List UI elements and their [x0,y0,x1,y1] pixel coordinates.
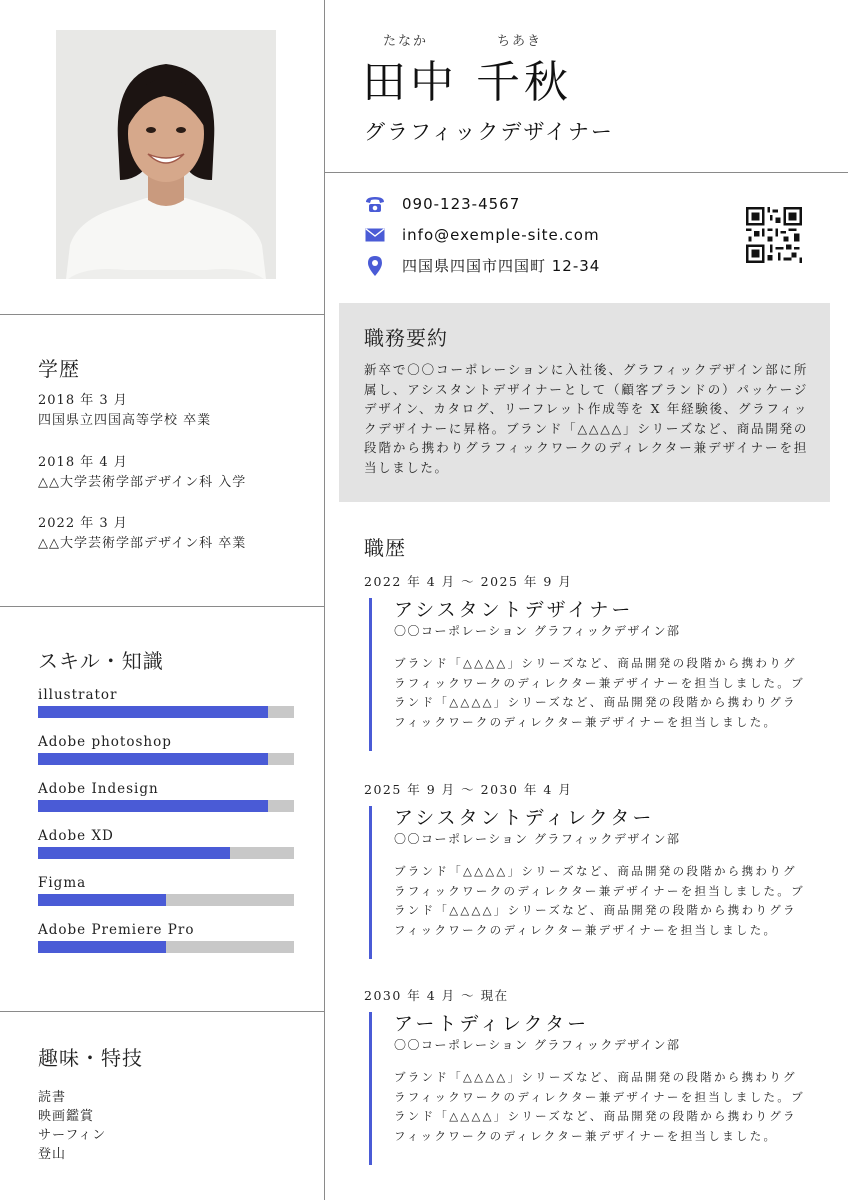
skills-title: スキル・知識 [38,649,164,673]
section-divider [0,606,324,607]
column-divider [324,0,325,1200]
section-divider [0,314,324,315]
section-divider [0,1011,324,1012]
education-date: 2022 年 3 月 [38,516,128,531]
summary-title: 職務要約 [364,326,448,350]
skill-name: Adobe XD [38,828,114,844]
job-entry-title: アシスタントディレクター [394,807,655,829]
education-item [38,391,211,431]
education-date: 2018 年 3 月 [38,393,128,408]
skill-name: Adobe photoshop [38,734,172,750]
mail-icon [364,225,386,245]
education-item [38,514,246,554]
education-text: 四国県立四国高等学校 卒業 [38,413,212,428]
phone-icon [364,194,386,214]
skill-item [38,921,294,953]
skill-item [38,686,294,718]
contact-email [364,225,600,245]
hobby-item: 登山 [38,1147,67,1162]
hobby-item: 映画鑑賞 [38,1109,95,1124]
skill-bar [38,800,294,812]
education-text: △△大学芸術学部デザイン科 入学 [38,475,247,490]
job-period: 2022 年 4 月 ～ 2025 年 9 月 [364,574,573,589]
qr-code-icon [746,207,802,263]
skill-bar [38,894,294,906]
job-entry-description: ブランド「△△△△」シリーズなど、商品開発の段階から携わりグラフィックワークのディレクター兼デザイナーを担当しました。ブランド「△△△△」シリーズなど、商品開発の段階から携わりグラフィックワークのディレクター兼デザイナーを担当しました。 [394,1070,805,1143]
hobby-item: サーフィン [38,1128,107,1143]
skill-bar-fill [38,894,166,906]
job-entry-company: 〇〇コーポレーション グラフィックデザイン部 [394,832,681,846]
skill-bar-fill [38,941,166,953]
skill-name: Adobe Indesign [38,781,159,797]
contact-address [364,255,600,276]
job-entry-description: ブランド「△△△△」シリーズなど、商品開発の段階から携わりグラフィックワークのディレクター兼デザイナーを担当しました。ブランド「△△△△」シリーズなど、商品開発の段階から携わりグラフィックワークのディレクター兼デザイナーを担当しました。 [394,864,805,937]
skill-item [38,874,294,906]
skill-bar-fill [38,706,268,718]
skill-bar [38,753,294,765]
job-period: 2030 年 4 月 ～ 現在 [364,988,509,1003]
job-entry [369,1012,809,1165]
name-ruby-given: ちあき [497,34,543,49]
job-entry [369,598,809,751]
contact-phone [364,194,520,214]
address-text: 四国県四国市四国町 12-34 [402,257,601,275]
hobby-list [38,1088,106,1164]
skill-name: Adobe Premiere Pro [38,922,195,938]
skill-item [38,780,294,812]
skill-bar-fill [38,753,268,765]
skill-bar [38,706,294,718]
header-divider [324,172,848,173]
job-entry-title: アートディレクター [394,1013,590,1035]
hobbies-title: 趣味・特技 [38,1046,143,1070]
skill-bar-fill [38,800,268,812]
full-name: 田中 千秋 [362,57,572,108]
phone-number: 090-123-4567 [402,195,521,213]
profile-photo [56,30,276,279]
education-item [38,453,246,493]
job-entry-title: アシスタントデザイナー [394,599,634,621]
skill-bar-fill [38,847,230,859]
job-title: グラフィックデザイナー [364,120,614,144]
summary-text: 新卒で〇〇コーポレーションに入社後、グラフィックデザイン部に所属し、アシスタントデザイナーとして（顧客ブランドの）パッケージデザイン、カタログ、リーフレット作成等を X 年経験後、グラフィックデザイナーに昇格。ブランド「△△△△」シリーズなど、商品開発の段階から携わりグラフィックワークのディレクター兼デザイナーを担当しました。 [364,362,808,475]
email-address: info@exemple-site.com [402,226,600,244]
education-text: △△大学芸術学部デザイン科 卒業 [38,536,247,551]
job-entry [369,806,809,959]
job-period: 2025 年 9 月 ～ 2030 年 4 月 [364,782,573,797]
skill-item [38,827,294,859]
job-entry-description: ブランド「△△△△」シリーズなど、商品開発の段階から携わりグラフィックワークのディレクター兼デザイナーを担当しました。ブランド「△△△△」シリーズなど、商品開発の段階から携わりグラフィックワークのディレクター兼デザイナーを担当しました。 [394,656,805,729]
skill-name: Figma [38,875,87,891]
hobby-item: 読書 [38,1090,67,1105]
skill-bar [38,941,294,953]
education-title: 学歴 [38,357,80,381]
career-title: 職歴 [364,536,406,560]
job-entry-company: 〇〇コーポレーション グラフィックデザイン部 [394,624,681,638]
location-pin-icon [364,256,386,276]
skill-item [38,733,294,765]
education-date: 2018 年 4 月 [38,455,128,470]
job-entry-company: 〇〇コーポレーション グラフィックデザイン部 [394,1038,681,1052]
name-ruby-family: たなか [383,34,429,49]
skill-name: illustrator [38,687,118,703]
skill-bar [38,847,294,859]
